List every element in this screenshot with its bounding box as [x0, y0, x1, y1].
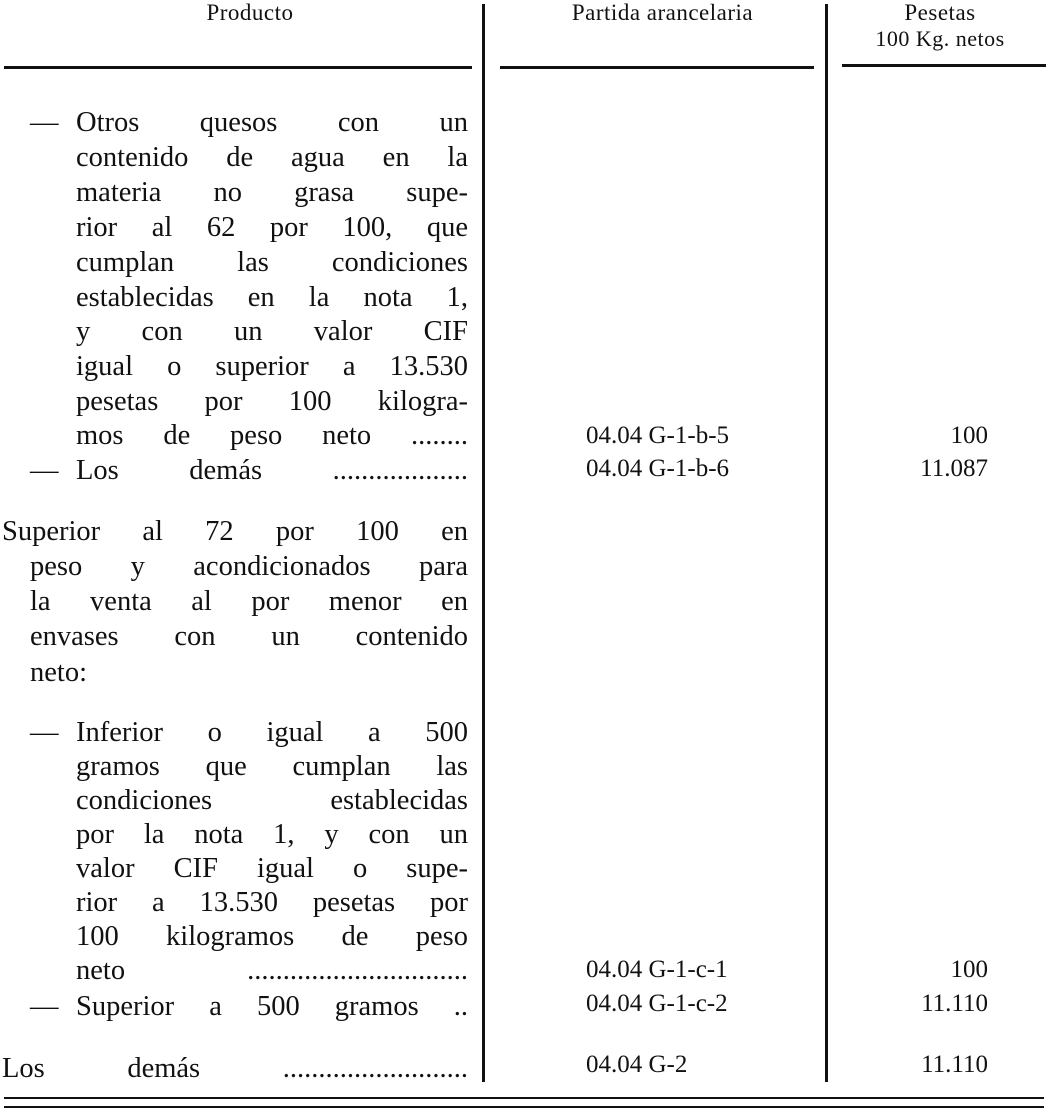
text-line: neto ...............................: [76, 955, 468, 986]
pesetas-value: 100: [950, 956, 988, 983]
text-line: neto:: [30, 657, 87, 688]
text-line: Superior a 500 gramos ..: [76, 991, 468, 1022]
header-pesetas: Pesetas: [904, 0, 976, 25]
pesetas-value: 100: [950, 422, 988, 449]
text-line: y con un valor CIF: [76, 316, 468, 347]
header-producto: Producto: [206, 0, 294, 25]
text-line: valor CIF igual o supe-: [76, 853, 468, 884]
partida-code: 04.04 G-1-c-2: [586, 990, 728, 1017]
text-line: pesetas por 100 kilogra-: [76, 386, 468, 417]
column-divider-1: [482, 4, 485, 1082]
text-line: contenido de agua en la: [76, 142, 468, 173]
text-line: rior al 62 por 100, que: [76, 212, 468, 243]
bottom-rule-1: [4, 1097, 1044, 1099]
header-rule-col3: [842, 64, 1046, 67]
text-line: establecidas en la nota 1,: [76, 282, 468, 313]
dash-bullet: —: [30, 107, 59, 138]
pesetas-value: 11.110: [921, 990, 988, 1017]
dash-bullet: —: [30, 455, 59, 486]
text-line: condiciones establecidas: [76, 785, 468, 816]
dash-bullet: —: [30, 717, 59, 748]
text-line: Otros quesos con un: [76, 107, 468, 138]
text-line: por la nota 1, y con un: [76, 819, 468, 850]
dash-bullet: —: [30, 991, 59, 1022]
text-line: la venta al por menor en: [30, 586, 468, 617]
text-line: gramos que cumplan las: [76, 751, 468, 782]
text-line: 100 kilogramos de peso: [76, 921, 468, 952]
text-line: materia no grasa supe-: [76, 177, 468, 208]
header-100-kg-netos: 100 Kg. netos: [875, 26, 1005, 51]
text-line: Superior al 72 por 100 en: [2, 516, 468, 547]
text-line: envases con un contenido: [30, 621, 468, 652]
column-divider-2: [825, 4, 828, 1082]
text-line: Los demás ...................: [76, 455, 468, 486]
header-rule-col1: [4, 66, 472, 69]
partida-code: 04.04 G-2: [586, 1051, 688, 1078]
pesetas-value: 11.110: [921, 1051, 988, 1078]
partida-code: 04.04 G-1-c-1: [586, 956, 728, 983]
bottom-rule-2: [4, 1106, 1044, 1108]
text-line: peso y acondicionados para: [30, 551, 468, 582]
partida-code: 04.04 G-1-b-5: [586, 422, 730, 449]
header-partida-arancelaria: Partida arancelaria: [571, 0, 754, 25]
text-line: Inferior o igual a 500: [76, 717, 468, 748]
text-line: rior a 13.530 pesetas por: [76, 887, 468, 918]
text-line: cumplan las condiciones: [76, 247, 468, 278]
header-rule-col2: [500, 66, 814, 69]
pesetas-value: 11.087: [920, 455, 988, 482]
partida-code: 04.04 G-1-b-6: [586, 455, 730, 482]
text-line: mos de peso neto ........: [76, 420, 468, 451]
text-line: igual o superior a 13.530: [76, 351, 468, 382]
text-line: Los demás ..........................: [2, 1053, 468, 1084]
